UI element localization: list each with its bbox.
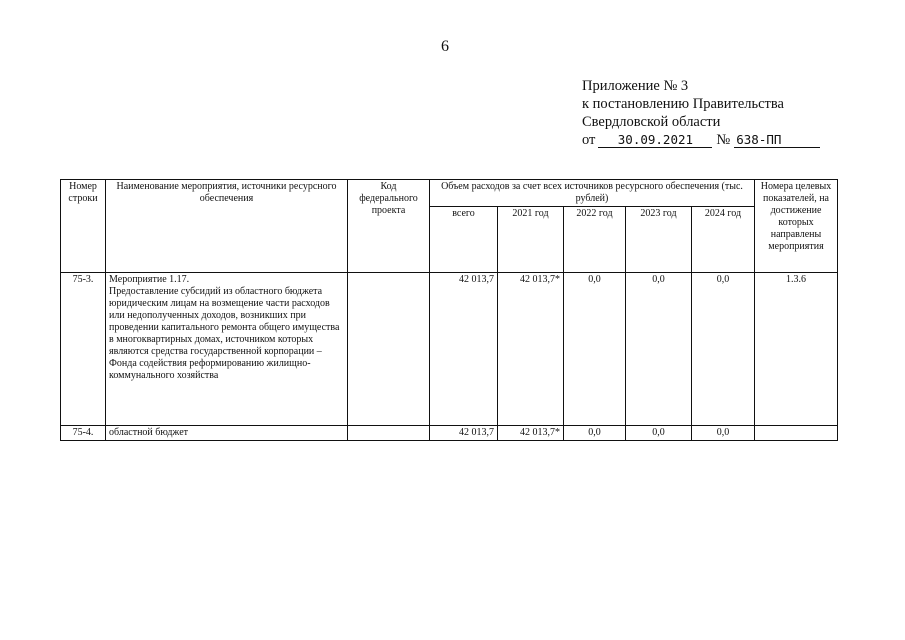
header-federal-code: Код федерального проекта [348, 180, 430, 273]
header-2022: 2022 год [564, 207, 626, 273]
row-2023: 0,0 [626, 426, 692, 441]
table-row [61, 273, 838, 426]
decree-number: 638-ПП [734, 133, 820, 148]
header-2023: 2023 год [626, 207, 692, 273]
row-number: 75-4. [61, 426, 106, 441]
header-row-number: Номер строки [61, 180, 106, 273]
row-2024: 0,0 [692, 273, 755, 426]
decree-date: 30.09.2021 [598, 133, 712, 148]
appendix-region: Свердловской области [582, 114, 721, 130]
header-name: Наименование мероприятия, источники ресурсного обеспечения [106, 180, 348, 273]
row-total: 42 013,7 [430, 273, 498, 426]
header-2021: 2021 год [498, 207, 564, 273]
row-indicators: 1.3.6 [755, 273, 838, 426]
header-expenses: Объем расходов за счет всех источников ресурсного обеспечения (тыс. рублей) [430, 180, 755, 207]
row-2023: 0,0 [626, 273, 692, 426]
appendix-date-line [582, 131, 820, 149]
row-2022: 0,0 [564, 273, 626, 426]
measure-description: Предоставление субсидий из областного бюджета юридическим лицам на возмещение части расходов или недополученных доходов, возникших при проведении капитального ремонта общего имущества в многоквартирных домах, источником которых являются средства государственной корпорации – Фонда содействия реформированию жилищно-коммунального хозяйства [109, 286, 340, 381]
row-name: областной бюджет [106, 426, 348, 441]
header-indicators: Номера целевых показателей, на достижение которых направлены мероприятия [755, 180, 838, 273]
header-2024: 2024 год [692, 207, 755, 273]
from-label: от [582, 132, 596, 148]
row-indicators [755, 426, 838, 441]
table-row [61, 426, 838, 441]
row-total: 42 013,7 [430, 426, 498, 441]
row-number: 75-3. [61, 273, 106, 426]
row-federal-code [348, 273, 430, 426]
row-2022: 0,0 [564, 426, 626, 441]
row-2021: 42 013,7* [498, 273, 564, 426]
row-2021: 42 013,7* [498, 426, 564, 441]
row-name [106, 273, 348, 426]
row-federal-code [348, 426, 430, 441]
measure-title: Мероприятие 1.17. [109, 274, 190, 285]
number-label: № [716, 132, 731, 148]
header-total: всего [430, 207, 498, 273]
budget-table [60, 179, 838, 441]
appendix-decree: к постановлению Правительства [582, 96, 784, 112]
row-2024: 0,0 [692, 426, 755, 441]
appendix-title: Приложение № 3 [582, 78, 689, 94]
table-header-row [61, 180, 838, 207]
appendix-block [582, 77, 820, 149]
page-number: 6 [441, 38, 449, 55]
